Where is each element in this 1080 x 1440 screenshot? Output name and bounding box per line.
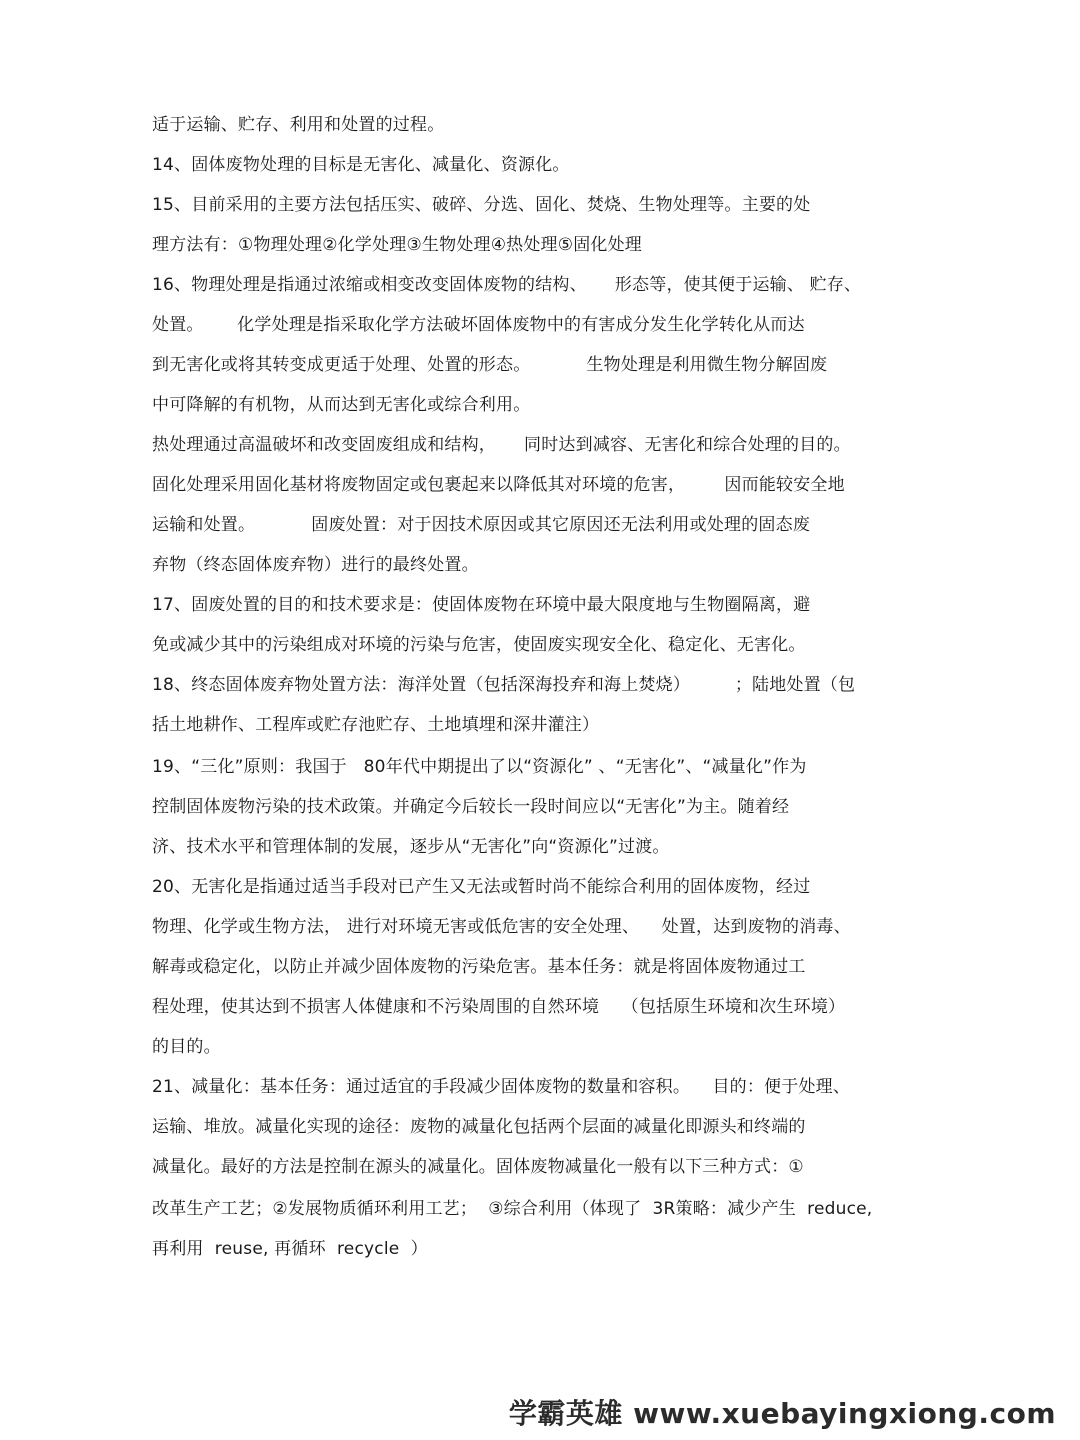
text-line: 21、减量化：基本任务：通过适宜的手段减少固体废物的数量和容积。 目的：便于处理、 [152, 1077, 851, 1097]
text-line: 再利用 reuse, 再循环 recycle ） [152, 1239, 428, 1259]
text-line: 解毒或稳定化，以防止并减少固体废物的污染危害。基本任务：就是将固体废物通过工 [152, 957, 806, 977]
text-line: 中可降解的有机物，从而达到无害化或综合利用。 [152, 395, 531, 415]
text-line: 运输和处置。 固废处置：对于因技术原因或其它原因还无法利用或处理的固态废 [152, 515, 811, 535]
text-line: 14、固体废物处理的目标是无害化、减量化、资源化。 [152, 155, 570, 175]
text-line: 弃物（终态固体废弃物）进行的最终处置。 [152, 555, 479, 575]
text-line: 济、技术水平和管理体制的发展，逐步从“无害化”向“资源化”过渡。 [152, 837, 670, 857]
text-line: 处置。 化学处理是指采取化学方法破坏固体废物中的有害成分发生化学转化从而达 [152, 315, 805, 335]
text-line: 运输、堆放。减量化实现的途径：废物的减量化包括两个层面的减量化即源头和终端的 [152, 1117, 806, 1137]
text-line: 15、目前采用的主要方法包括压实、破碎、分选、固化、焚烧、生物处理等。主要的处 [152, 195, 811, 215]
text-line: 程处理，使其达到不损害人体健康和不污染周围的自然环境 （包括原生环境和次生环境） [152, 997, 846, 1017]
watermark: 学霸英雄 www.xuebayingxiong.com [508, 1397, 1056, 1430]
text-line: 18、终态固体废弃物处置方法：海洋处置（包括深海投弃和海上焚烧） ；陆地处置（包 [152, 675, 856, 695]
text-line: 物理、化学或生物方法， 进行对环境无害或低危害的安全处理、 处置，达到废物的消毒、 [152, 917, 851, 937]
text-line: 20、无害化是指通过适当手段对已产生又无法或暂时尚不能综合利用的固体废物，经过 [152, 877, 811, 897]
text-line: 到无害化或将其转变成更适于处理、处置的形态。 生物处理是利用微生物分解固废 [152, 355, 828, 375]
text-line: 16、物理处理是指通过浓缩或相变改变固体废物的结构、 形态等，使其便于运输、 贮存、 [152, 275, 862, 295]
text-line: 固化处理采用固化基材将废物固定或包裹起来以降低其对环境的危害， 因而能较安全地 [152, 475, 845, 495]
text-line: 免或减少其中的污染组成对环境的污染与危害，使固废实现安全化、稳定化、无害化。 [152, 635, 806, 655]
text-line: 减量化。最好的方法是控制在源头的减量化。固体废物减量化一般有以下三种方式：① [152, 1157, 804, 1177]
text-line: 的目的。 [152, 1037, 221, 1057]
text-line: 括土地耕作、工程库或贮存池贮存、土地填埋和深井灌注） [152, 715, 600, 735]
text-line: 适于运输、贮存、利用和处置的过程。 [152, 115, 445, 135]
text-line: 改革生产工艺；②发展物质循环利用工艺； ③综合利用（体现了 3R策略：减少产生 reduce, [152, 1199, 873, 1219]
text-line: 控制固体废物污染的技术政策。并确定今后较长一段时间应以“无害化”为主。随着经 [152, 797, 790, 817]
text-line: 17、固废处置的目的和技术要求是：使固体废物在环境中最大限度地与生物圈隔离，避 [152, 595, 811, 615]
text-line: 理方法有：①物理处理②化学处理③生物处理④热处理⑤固化处理 [152, 235, 642, 255]
text-line: 19、“三化”原则：我国于 80年代中期提出了以“资源化” 、“无害化”、“减量化”作为 [152, 757, 807, 777]
text-line: 热处理通过高温破坏和改变固废组成和结构， 同时达到减容、无害化和综合处理的目的。 [152, 435, 851, 455]
